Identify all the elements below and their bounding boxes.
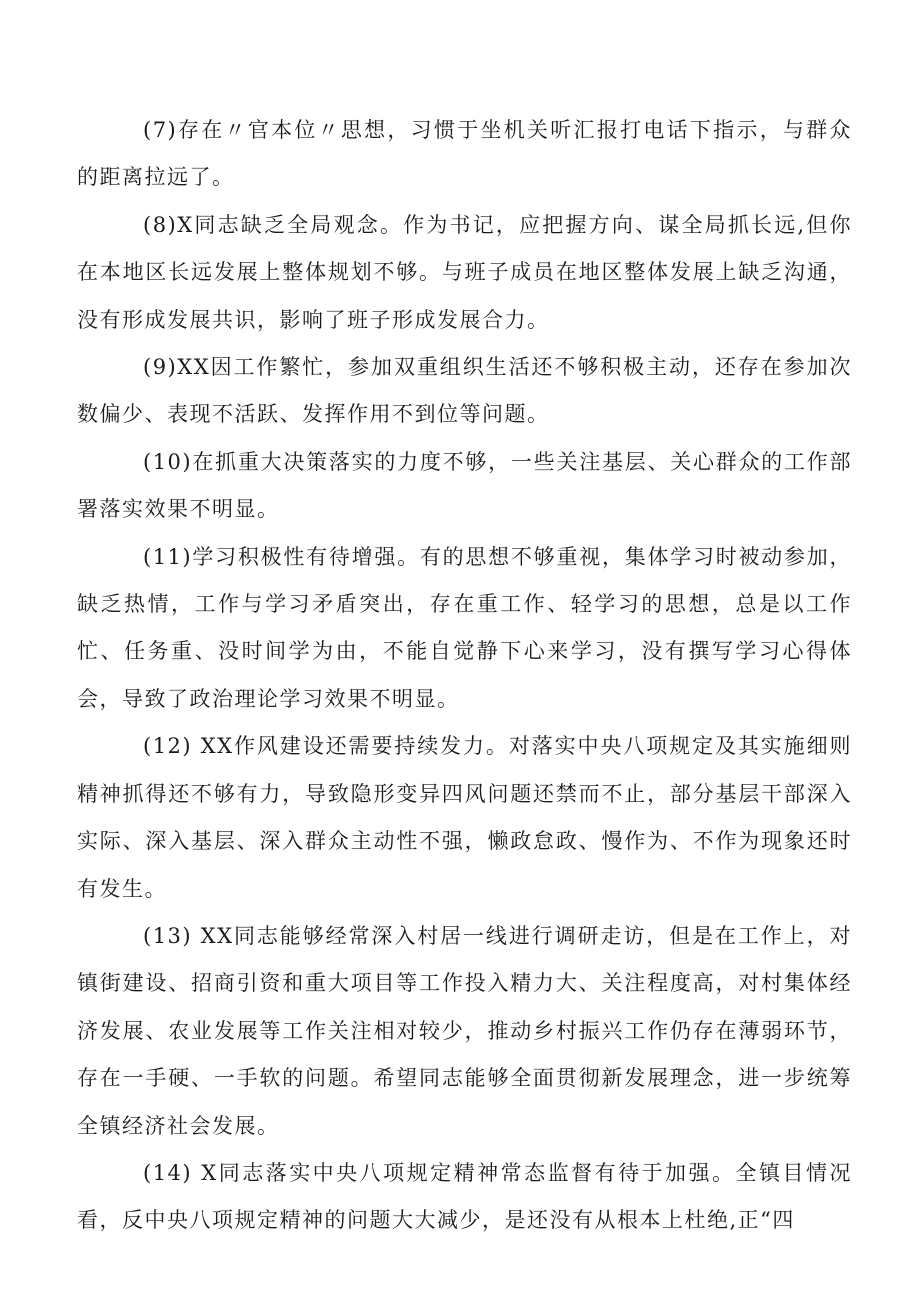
paragraph-12: (12) XX作风建设还需要持续发力。对落实中央八项规定及其实施细则精神抓得还不够有力，导致隐形变异四风问题还禁而不止，部分基层干部深入实际、深入基层、深入群众主动性不强，懒政怠政、慢作为、不作为现象还时有发生。 (77, 734, 852, 901)
paragraph-7: (7)存在〃官本位〃思想，习惯于坐机关听汇报打电话下指示，与群众的距离拉远了。 (77, 118, 852, 190)
document-body (77, 107, 852, 1245)
paragraph-9: (9)XX因工作繁忙，参加双重组织生活还不够积极主动，还存在参加次数偏少、表现不活跃、发挥作用不到位等问题。 (77, 355, 852, 427)
paragraph-10: (10)在抓重大决策落实的力度不够，一些关注基层、关心群众的工作部署落实效果不明显。 (77, 449, 852, 522)
paragraph-13: (13) XX同志能够经常深入村居一线进行调研走访，但是在工作上，对镇街建设、招商引资和重大项目等工作投入精力大、关注程度高，对村集体经济发展、农业发展等工作关注相对较少，推动乡村振兴工作仍存在薄弱环节，存在一手硬、一手软的问题。希望同志能够全面贯彻新发展理念，进一步统筹全镇经济社会发展。 (77, 923, 852, 1138)
paragraph-8: (8)X同志缺乏全局观念。作为书记，应把握方向、谋全局抓长远,但你在本地区长远发展上整体规划不够。与班子成员在地区整体发展上缺乏沟通，没有形成发展共识，影响了班子形成发展合力。 (77, 212, 852, 332)
paragraph-11: (11)学习积极性有待增强。有的思想不够重视，集体学习时被动参加，缺乏热情，工作与学习矛盾突出，存在重工作、轻学习的思想，总是以工作忙、任务重、没时间学为由，不能自觉静下心来学习，没有撰写学习心得体会，导致了政治理论学习效果不明显。 (77, 544, 852, 711)
paragraph-14: (14) X同志落实中央八项规定精神常态监督有待于加强。全镇目情况看，反中央八项规定精神的问题大大减少，是还没有从根本上杜绝,正“四 (77, 1160, 852, 1233)
